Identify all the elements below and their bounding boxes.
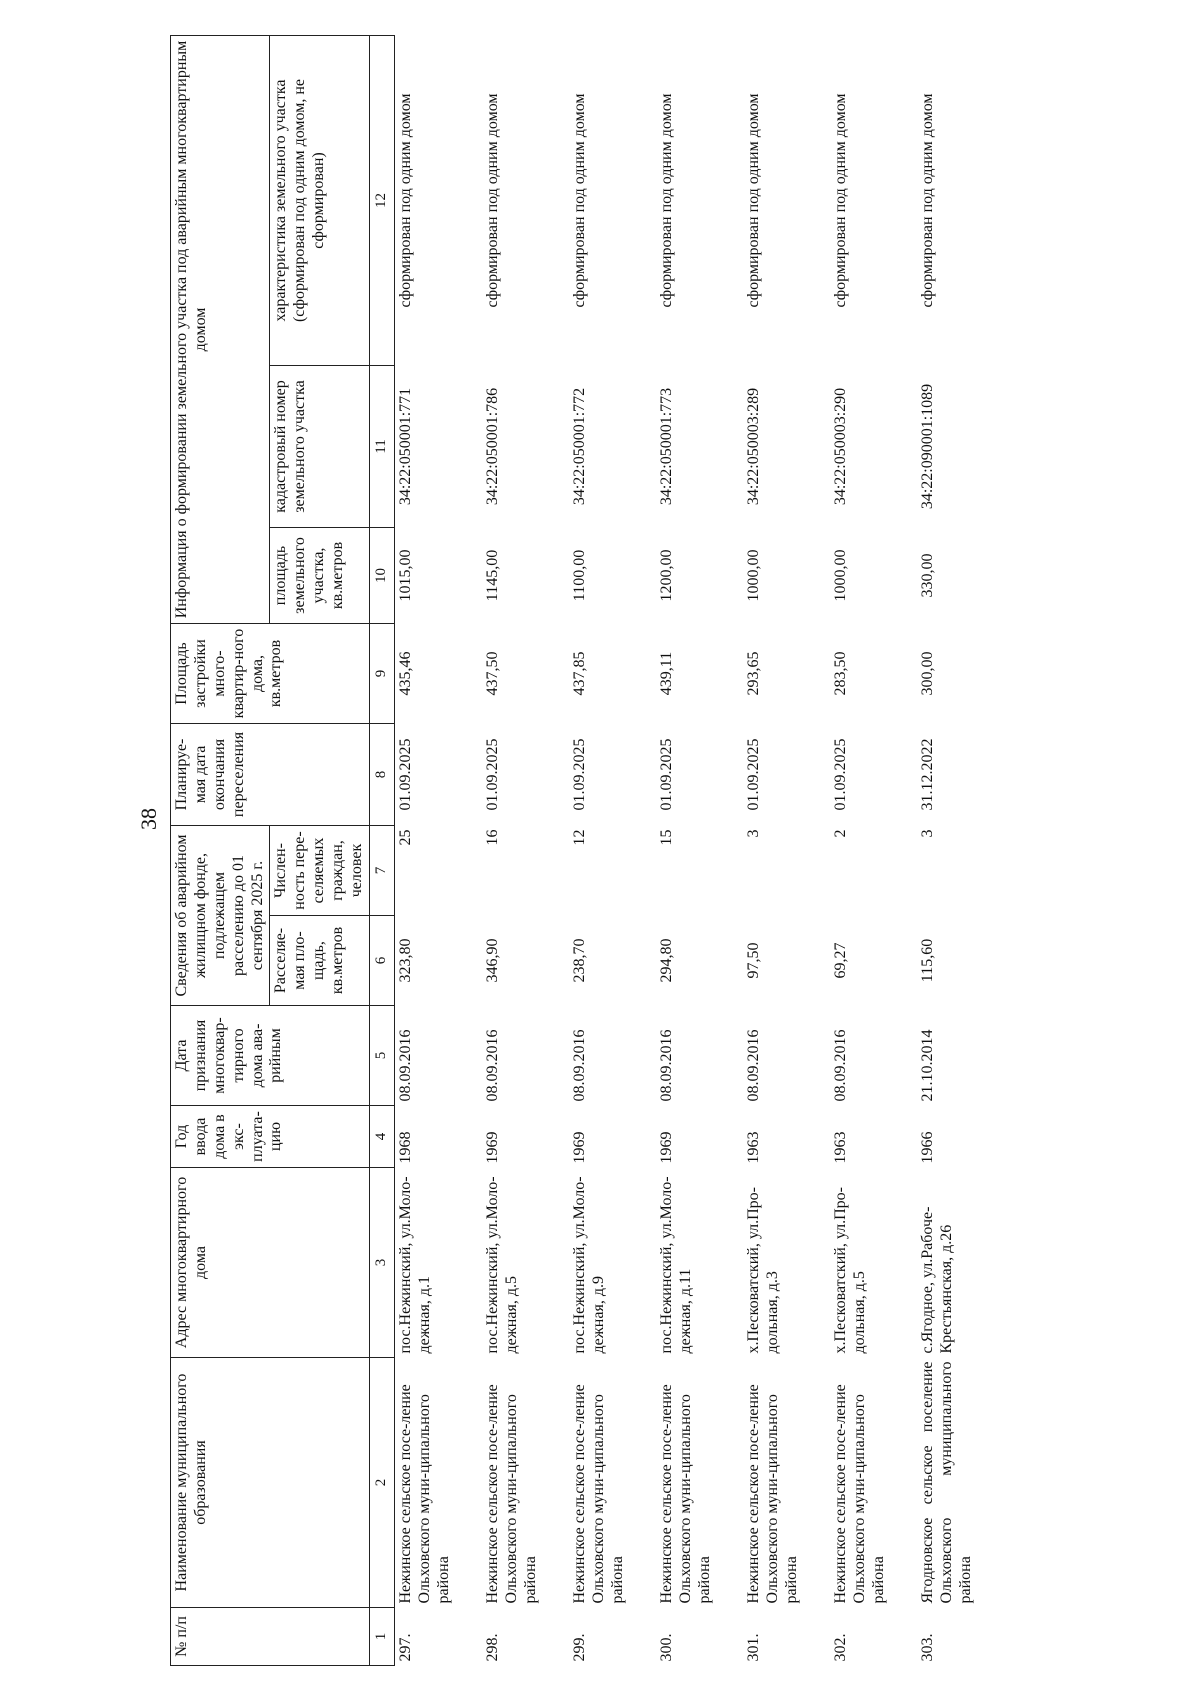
land-area: 1000,00 (744, 549, 762, 602)
cadastral-number: 34:22:050001:772 (570, 387, 588, 506)
land-area: 330,00 (918, 553, 936, 598)
resettled-people: 3 (918, 829, 936, 838)
column-number: 8 (369, 724, 394, 826)
resettled-people: 16 (483, 829, 501, 846)
resettled-area: 346,90 (483, 938, 501, 983)
header-number: № п/п (171, 1608, 370, 1666)
emergency-date: 08.09.2016 (570, 1029, 588, 1102)
planned-date: 01.09.2025 (744, 738, 762, 811)
header-municipality: Наименование муниципального образования (171, 1358, 370, 1608)
cadastral-number: 34:22:050003:289 (744, 387, 762, 506)
building-area: 435,46 (396, 651, 414, 696)
resettled-area: 115,60 (918, 938, 936, 983)
table-row (394, 36, 482, 1666)
resettled-area: 323,80 (396, 938, 414, 983)
row-number: 298. (483, 1633, 501, 1662)
land-characteristic: сформирован под одним домом (831, 93, 849, 308)
municipality-name: Нежинское сельское посе-ление Ольховского муни-ципального района (396, 1384, 452, 1604)
municipality-name: Нежинское сельское посе-ление Ольховского муни-ципального района (570, 1384, 626, 1604)
column-number: 10 (369, 528, 394, 624)
municipality-name: Ягодновское сельское поселение Ольховского муниципального района (918, 1361, 974, 1604)
header-year: Год ввода дома в экс-плуата-цию (171, 1106, 370, 1168)
resettled-area: 97,50 (744, 942, 762, 979)
emergency-housing-table (170, 35, 1004, 1666)
house-address: с.Ягодное, ул.Рабоче-Крестьянская, д.26 (918, 1206, 955, 1354)
emergency-date: 08.09.2016 (483, 1029, 501, 1102)
table-row (656, 36, 743, 1666)
land-area: 1015,00 (396, 549, 414, 602)
planned-date: 01.09.2025 (657, 738, 675, 811)
resettled-area: 69,27 (831, 942, 849, 979)
cadastral-number: 34:22:050001:773 (657, 387, 675, 506)
house-address: пос.Нежинский, ул.Моло-дежная, д.9 (570, 1176, 607, 1354)
municipality-name: Нежинское сельское посе-ление Ольховского муни-ципального района (483, 1384, 539, 1604)
municipality-name: Нежинское сельское посе-ление Ольховского муни-ципального района (657, 1384, 713, 1604)
emergency-date: 08.09.2016 (657, 1029, 675, 1102)
header-land-characteristic: характеристика земельного участка (сформирован под одним домом, не сформирован) (270, 36, 369, 366)
planned-date: 01.09.2025 (570, 738, 588, 811)
municipality-name: Нежинское сельское посе-ление Ольховского муни-ципального района (831, 1384, 887, 1604)
building-area: 437,50 (483, 651, 501, 696)
column-number: 2 (369, 1358, 394, 1608)
cadastral-number: 34:22:050001:786 (483, 387, 501, 506)
row-number: 297. (396, 1633, 414, 1662)
header-emergency-date: Дата признания многоквар-тирного дома ава-рийным (171, 1006, 370, 1106)
building-area: 437,85 (570, 651, 588, 696)
house-address: х.Песковатский, ул.Про-дольная, д.3 (744, 1187, 781, 1354)
column-number: 7 (369, 826, 394, 916)
row-number: 301. (744, 1633, 762, 1662)
header-building-area: Площадь застройки много-квартир-ного дома, кв.метров (171, 624, 370, 724)
building-area: 300,00 (918, 651, 936, 696)
resettled-area: 294,80 (657, 938, 675, 983)
table-row (569, 36, 656, 1666)
table-row (830, 36, 917, 1666)
resettled-people: 15 (657, 829, 675, 846)
land-characteristic: сформирован под одним домом (744, 93, 762, 308)
resettled-area: 238,70 (570, 938, 588, 983)
land-area: 1200,00 (657, 549, 675, 602)
land-area: 1000,00 (831, 549, 849, 602)
table-row (482, 36, 569, 1666)
header-land-area: площадь земельного участка, кв.метров (270, 528, 369, 624)
header-resettled-people: Числен-ность пере-селяемых граждан, человек (270, 826, 369, 916)
column-number: 11 (369, 366, 394, 528)
emergency-date: 08.09.2016 (396, 1029, 414, 1102)
building-area: 283,50 (831, 651, 849, 696)
header-land-plot-group: Информация о формировании земельного участка под аварийным многоквартирным домом (171, 36, 270, 624)
resettled-people: 3 (744, 829, 762, 838)
commission-year: 1963 (744, 1131, 762, 1164)
column-number: 1 (369, 1608, 394, 1666)
cadastral-number: 34:22:090001:1089 (918, 383, 936, 510)
planned-date: 01.09.2025 (483, 738, 501, 811)
resettled-people: 12 (570, 829, 588, 846)
emergency-date: 21.10.2014 (918, 1029, 936, 1102)
land-characteristic: сформирован под одним домом (570, 93, 588, 308)
house-address: х.Песковатский, ул.Про-дольная, д.5 (831, 1187, 868, 1354)
planned-date: 01.09.2025 (396, 738, 414, 811)
resettled-people: 2 (831, 829, 849, 838)
header-address: Адрес многоквартирного дома (171, 1168, 370, 1358)
commission-year: 1969 (657, 1131, 675, 1164)
land-characteristic: сформирован под одним домом (396, 93, 414, 308)
rotated-table-container (170, 36, 1190, 1666)
land-characteristic: сформирован под одним домом (483, 93, 501, 308)
house-address: пос.Нежинский, ул.Моло-дежная, д.1 (396, 1176, 433, 1354)
column-number: 3 (369, 1168, 394, 1358)
commission-year: 1969 (483, 1131, 501, 1164)
column-number: 12 (369, 36, 394, 366)
land-area: 1145,00 (483, 549, 501, 602)
house-address: пос.Нежинский, ул.Моло-дежная, д.5 (483, 1176, 520, 1354)
emergency-date: 08.09.2016 (744, 1029, 762, 1102)
building-area: 439,11 (657, 651, 675, 696)
commission-year: 1966 (918, 1131, 936, 1164)
planned-date: 31.12.2022 (918, 738, 936, 811)
municipality-name: Нежинское сельское посе-ление Ольховского муни-ципального района (744, 1384, 800, 1604)
column-number: 9 (369, 624, 394, 724)
header-resettled-area: Расселяе-мая пло-щадь, кв.метров (270, 916, 369, 1006)
column-number: 4 (369, 1106, 394, 1168)
row-number: 302. (831, 1633, 849, 1662)
cadastral-number: 34:22:050003:290 (831, 387, 849, 506)
land-characteristic: сформирован под одним домом (657, 93, 675, 308)
row-number: 303. (918, 1633, 936, 1662)
cadastral-number: 34:22:050001:771 (396, 387, 414, 506)
commission-year: 1969 (570, 1131, 588, 1164)
table-row (743, 36, 830, 1666)
emergency-date: 08.09.2016 (831, 1029, 849, 1102)
row-number: 300. (657, 1633, 675, 1662)
column-number: 5 (369, 1006, 394, 1106)
land-characteristic: сформирован под одним домом (918, 93, 936, 308)
column-number: 6 (369, 916, 394, 1006)
row-number: 299. (570, 1633, 588, 1662)
land-area: 1100,00 (570, 549, 588, 602)
commission-year: 1963 (831, 1131, 849, 1164)
header-cadastral-number: кадастровый номер земельного участка (270, 366, 369, 528)
resettled-people: 25 (396, 829, 414, 846)
building-area: 293,65 (744, 651, 762, 696)
header-planned-date: Планируе-мая дата окончания переселения (171, 724, 370, 826)
house-address: пос.Нежинский, ул.Моло-дежная, д.11 (657, 1176, 694, 1354)
commission-year: 1968 (396, 1131, 414, 1164)
table-row (917, 36, 1004, 1666)
page-number: 38 (136, 808, 161, 830)
planned-date: 01.09.2025 (831, 738, 849, 811)
header-housing-fund-group: Сведения об аварийном жилищном фонде, подлежащем расселению до 01 сентября 2025 г. (171, 826, 270, 1006)
